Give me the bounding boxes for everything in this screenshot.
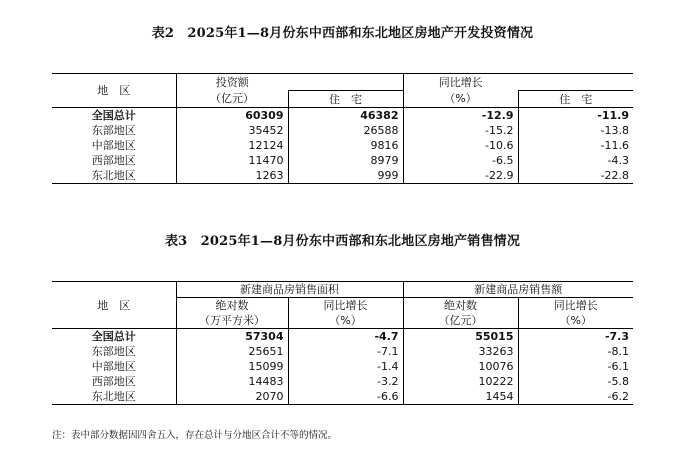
table3-header-area-abs-unit: （万平方米） xyxy=(176,313,288,329)
cell-investment: 35452 xyxy=(176,123,288,138)
cell-amount: 55015 xyxy=(403,329,518,345)
row-region: 西部地区 xyxy=(91,375,136,388)
cell-residential: 26588 xyxy=(288,123,403,138)
cell-area-yoy: -4.7 xyxy=(288,329,403,345)
table3-title: 表3 2025年1—8月份东中西部和东北地区房地产销售情况 xyxy=(164,234,521,249)
cell-yoy: -12.9 xyxy=(403,108,518,124)
table-row xyxy=(52,329,633,345)
cell-yoy-residential: -13.8 xyxy=(518,123,633,138)
cell-area-yoy: -1.4 xyxy=(288,359,403,374)
cell-area-yoy: -7.1 xyxy=(288,344,403,359)
row-region: 全国总计 xyxy=(91,109,136,122)
cell-amount: 10076 xyxy=(403,359,518,374)
table3-header-amount-abs-unit: （亿元） xyxy=(403,313,518,329)
cell-yoy: -6.5 xyxy=(403,153,518,168)
cell-yoy: -22.9 xyxy=(403,168,518,184)
table2-header-region: 地 区 xyxy=(52,74,176,108)
cell-amount: 33263 xyxy=(403,344,518,359)
cell-residential: 999 xyxy=(288,168,403,184)
table3-header-region: 地 区 xyxy=(52,282,176,329)
cell-investment: 60309 xyxy=(176,108,288,124)
row-region: 中部地区 xyxy=(91,139,136,152)
table-row xyxy=(52,153,633,168)
row-region: 中部地区 xyxy=(91,360,136,373)
table-row xyxy=(52,138,633,153)
table3-header-area-group: 新建商品房销售面积 xyxy=(176,282,403,298)
table-row xyxy=(52,359,633,374)
cell-residential: 8979 xyxy=(288,153,403,168)
cell-yoy-residential: -11.9 xyxy=(518,108,633,124)
cell-area: 2070 xyxy=(176,389,288,405)
table2-investment xyxy=(52,73,633,184)
table-row xyxy=(52,344,633,359)
cell-yoy: -15.2 xyxy=(403,123,518,138)
cell-area: 25651 xyxy=(176,344,288,359)
cell-investment: 11470 xyxy=(176,153,288,168)
table3-sales xyxy=(52,281,633,405)
cell-amount-yoy: -8.1 xyxy=(518,344,633,359)
table2-header-residential: 住 宅 xyxy=(288,91,403,108)
table3-header-area-abs: 绝对数 xyxy=(176,298,288,314)
table-row xyxy=(52,389,633,405)
cell-amount-yoy: -5.8 xyxy=(518,374,633,389)
cell-amount: 10222 xyxy=(403,374,518,389)
cell-amount-yoy: -6.2 xyxy=(518,389,633,405)
cell-area: 15099 xyxy=(176,359,288,374)
cell-amount-yoy: -7.3 xyxy=(518,329,633,345)
table2-header-investment xyxy=(176,74,288,91)
row-region: 全国总计 xyxy=(91,330,136,343)
table-row xyxy=(52,108,633,124)
row-region: 东部地区 xyxy=(91,345,136,358)
cell-investment: 1263 xyxy=(176,168,288,184)
table-row xyxy=(52,374,633,389)
row-region: 东北地区 xyxy=(52,168,176,184)
footnote: 注：表中部分数据因四舍五入，存在总计与分地区合计不等的情况。 xyxy=(52,430,338,441)
cell-amount: 1454 xyxy=(403,389,518,405)
table3-header-amount-abs: 绝对数 xyxy=(403,298,518,314)
table2-header-yoy-residential: 住 宅 xyxy=(518,91,633,108)
table2-header-investment-unit: （亿元） xyxy=(176,91,288,108)
table2-header-investment-label: 投资额 xyxy=(215,75,249,89)
table2-title: 表2 2025年1—8月份东中西部和东北地区房地产开发投资情况 xyxy=(151,26,534,41)
table3-header-area-yoy: 同比增长 xyxy=(288,298,403,314)
table2-header-yoy-unit: （%） xyxy=(403,91,518,108)
cell-yoy: -10.6 xyxy=(403,138,518,153)
cell-yoy-residential: -11.6 xyxy=(518,138,633,153)
table2-header-yoy-label: 同比增长 xyxy=(438,75,483,89)
table2-header-yoy xyxy=(403,74,518,91)
cell-area-yoy: -3.2 xyxy=(288,374,403,389)
row-region: 东北地区 xyxy=(52,389,176,405)
cell-yoy-residential: -22.8 xyxy=(518,168,633,184)
cell-area: 57304 xyxy=(176,329,288,345)
table3-header-area-yoy-unit: （%） xyxy=(288,313,403,329)
row-region: 东部地区 xyxy=(91,124,136,137)
table-row xyxy=(52,168,633,184)
table3-header-amount-group: 新建商品房销售额 xyxy=(403,282,633,298)
cell-residential: 9816 xyxy=(288,138,403,153)
cell-area: 14483 xyxy=(176,374,288,389)
cell-residential: 46382 xyxy=(288,108,403,124)
cell-yoy-residential: -4.3 xyxy=(518,153,633,168)
cell-area-yoy: -6.6 xyxy=(288,389,403,405)
table3-header-amount-yoy-unit: （%） xyxy=(518,313,633,329)
cell-amount-yoy: -6.1 xyxy=(518,359,633,374)
row-region: 西部地区 xyxy=(91,154,136,167)
cell-investment: 12124 xyxy=(176,138,288,153)
table3-header-amount-yoy: 同比增长 xyxy=(518,298,633,314)
table-row xyxy=(52,123,633,138)
